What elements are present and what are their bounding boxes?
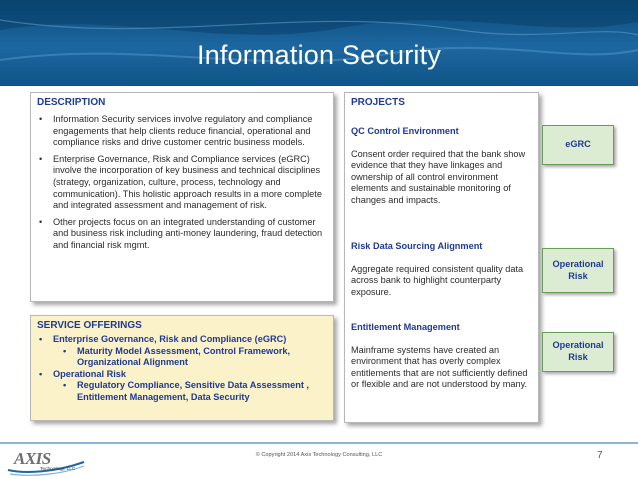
service-offerings-list bbox=[37, 334, 327, 404]
project-tag-egrc: eGRC bbox=[542, 125, 614, 165]
description-heading: DESCRIPTION bbox=[37, 97, 106, 108]
description-panel bbox=[30, 92, 334, 302]
service-offering-item: • Operational Risk bbox=[37, 369, 327, 381]
page-number: 7 bbox=[597, 450, 603, 461]
logo-subtext: Technology, LLC bbox=[40, 467, 76, 472]
project-entry bbox=[351, 126, 532, 228]
project-tag-operational-risk: Operational Risk bbox=[542, 332, 614, 372]
projects-heading: PROJECTS bbox=[351, 97, 405, 108]
project-description: Consent order required that the bank show evidence that they have linkages and ownership of all control environment elements and sustainable monitoring of changes and impacts. bbox=[351, 148, 526, 205]
project-entry bbox=[351, 322, 532, 391]
project-entry bbox=[351, 241, 532, 321]
description-item: • Information Security services involve regulatory and compliance engagements that help clients reduce financial, operational and compliance risks and drive customer centric business models. bbox=[37, 114, 327, 149]
project-description: Mainframe systems have created an environment that has overly complex entitlements that are not sufficiently defined or flexible and are not understood by many. bbox=[351, 344, 528, 390]
project-description: Aggregate required consistent quality data across bank to highlight counterparty exposure. bbox=[351, 263, 524, 297]
logo-text: AXIS bbox=[14, 449, 51, 468]
copyright-text: © Copyright 2014 Axis Technology Consulting, LLC bbox=[255, 452, 383, 458]
slide-title: Information Security bbox=[196, 40, 442, 70]
project-name: QC Control Environment bbox=[351, 126, 459, 136]
service-offerings-heading: SERVICE OFFERINGS bbox=[37, 320, 142, 331]
project-name: Entitlement Management bbox=[351, 322, 460, 332]
description-list bbox=[37, 114, 327, 252]
service-offering-subitem: • Regulatory Compliance, Sensitive Data Assessment , Entitlement Management, Data Security bbox=[37, 380, 327, 403]
footer-divider bbox=[0, 442, 638, 444]
service-offering-subitem: • Maturity Model Assessment, Control Framework, Organizational Alignment bbox=[37, 346, 327, 369]
description-item: • Other projects focus on an integrated understanding of customer and business risk including anti-money laundering, fraud detection and financial risk mgmt. bbox=[37, 217, 327, 252]
project-tag-operational-risk: Operational Risk bbox=[542, 248, 614, 293]
projects-panel bbox=[344, 92, 539, 423]
service-offering-item: • Enterprise Governance, Risk and Compliance (eGRC) bbox=[37, 334, 327, 346]
service-offerings-panel bbox=[30, 315, 334, 421]
description-item: • Enterprise Governance, Risk and Compliance services (eGRC) involve the incorporation of key business and technical disciplines (strategy, organization, culture, process, technology and communication). This holistic approach results in a more complete and integrated assessment and management of risk. bbox=[37, 154, 327, 212]
project-name: Risk Data Sourcing Alignment bbox=[351, 241, 483, 251]
